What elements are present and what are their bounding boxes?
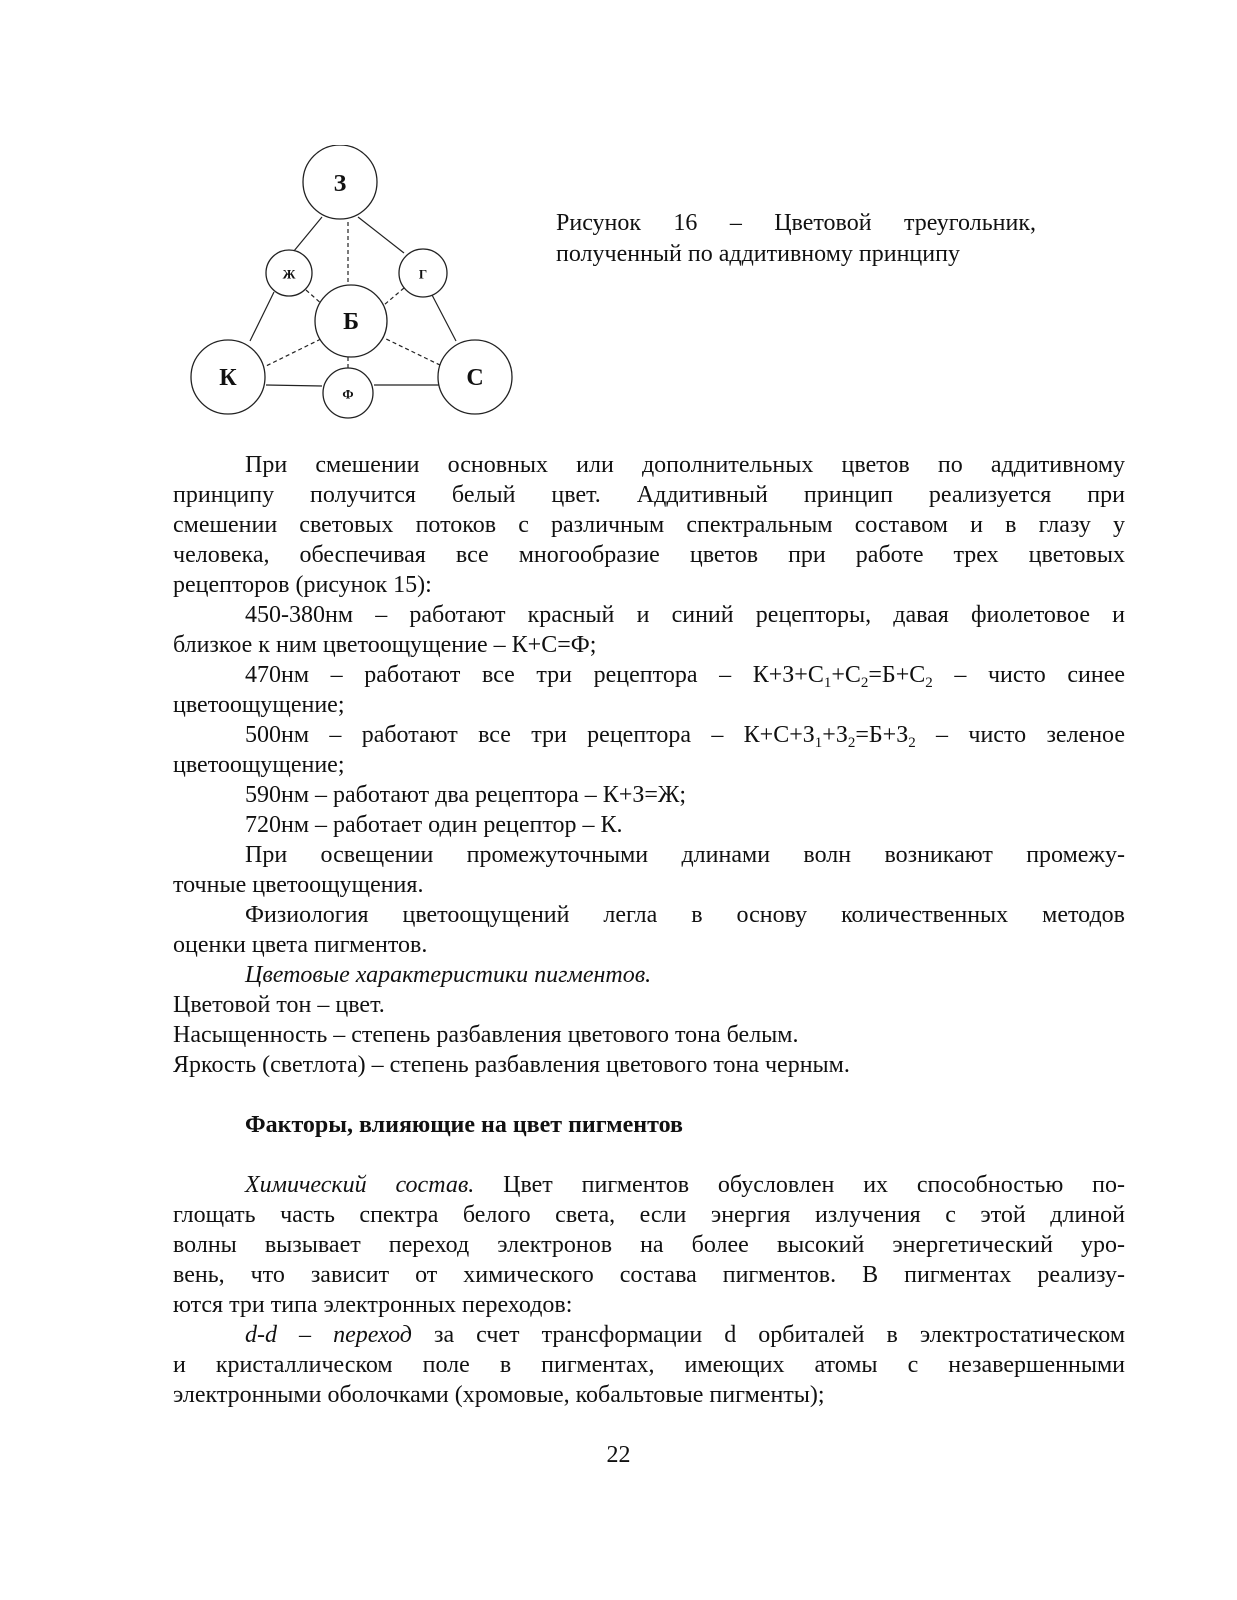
- text-line: d-d – переход за счет трансформации d орбиталей в электростатическом: [245, 1322, 1126, 1348]
- svg-text:К: К: [219, 365, 237, 391]
- text-line: и кристаллическом поле в пигментах, имеющих атомы с незавершенными: [173, 1352, 1125, 1378]
- text-line: 470нм – работают все три рецептора – $К+З+С_1+С_2=Б+С_2$ – чисто синее: [245, 662, 1125, 691]
- paragraph-additive: [173, 450, 1125, 600]
- subheading-color-characteristics: Цветовые характеристики пигментов.: [245, 962, 652, 988]
- figure-caption: [556, 208, 1036, 270]
- svg-text:З: З: [333, 171, 347, 197]
- text-line: рецепторов (рисунок 15):: [173, 572, 432, 598]
- node-right: [438, 340, 512, 414]
- node-top: [303, 145, 377, 219]
- paragraph-dd-transition: [173, 1320, 1125, 1410]
- node-upper-left: [266, 250, 312, 296]
- text-line: принципу получится белый цвет. Аддитивный принцип реализуется при: [173, 482, 1125, 508]
- text-line: ются три типа электронных переходов:: [173, 1292, 573, 1318]
- caption-line-2: полученный по аддитивному принципу: [556, 241, 960, 267]
- definition-saturation: Насыщенность – степень разбавления цветового тона белым.: [173, 1022, 799, 1048]
- paragraph-590nm: 590нм – работают два рецептора – К+З=Ж;: [245, 782, 687, 808]
- edge-k-f: [266, 385, 322, 386]
- node-bottom: [323, 368, 373, 418]
- edge-g-b: [384, 288, 404, 305]
- paragraph-470nm: [173, 660, 1125, 720]
- svg-text:Ж: Ж: [282, 266, 296, 282]
- text-line: человека, обеспечивая все многообразие цветов при работе трех цветовых: [173, 542, 1125, 568]
- svg-text:Г: Г: [418, 266, 428, 282]
- color-triangle-diagram: [186, 145, 518, 420]
- text-line: глощать часть спектра белого света, если энергия излучения с этой длиной: [173, 1202, 1125, 1228]
- text-line: При освещении промежуточными длинами волн возникают промежу-: [245, 842, 1125, 868]
- page-number: 22: [606, 1442, 631, 1468]
- paragraph-720nm: 720нм – работает один рецептор – К.: [245, 812, 623, 838]
- text-line: оценки цвета пигментов.: [173, 932, 428, 958]
- node-left: [191, 340, 265, 414]
- paragraph-physiology: [173, 900, 1125, 960]
- text-line: 500нм – работают все три рецептора – $К+С+З_1+З_2=Б+З_2$ – чисто зеленое: [245, 722, 1126, 751]
- text-line: волны вызывает переход электронов на более высокий энергетический уро-: [173, 1232, 1125, 1258]
- text-line: близкое к ним цветоощущение – К+С=Ф;: [173, 632, 597, 658]
- svg-text:С: С: [466, 365, 484, 391]
- edge-z-g: [358, 217, 404, 253]
- text-line: электронными оболочками (хромовые, кобальтовые пигменты);: [173, 1382, 825, 1408]
- text-line: 450-380нм – работают красный и синий рецепторы, давая фиолетовое и: [245, 602, 1125, 628]
- edge-g-s: [431, 293, 456, 341]
- section-heading: Факторы, влияющие на цвет пигментов: [245, 1112, 683, 1138]
- text-line: точные цветоощущения.: [173, 872, 424, 898]
- text-line: Физиология цветоощущений легла в основу количественных методов: [245, 902, 1125, 928]
- paragraph-chemical-composition: [173, 1170, 1125, 1320]
- paragraph-intermediate: [173, 840, 1125, 900]
- caption-line-1: Рисунок 16 – Цветовой треугольник,: [556, 210, 1036, 236]
- definition-brightness: Яркость (светлота) – степень разбавления цветового тона черным.: [173, 1052, 850, 1078]
- text-line: смешении световых потоков с различным спектральным составом и в глазу у: [173, 512, 1125, 538]
- svg-text:Б: Б: [343, 309, 359, 335]
- definition-hue: Цветовой тон – цвет.: [173, 992, 385, 1018]
- text-line: вень, что зависит от химического состава пигментов. В пигментах реализу-: [173, 1262, 1125, 1288]
- text-line: При смешении основных или дополнительных цветов по аддитивному: [245, 452, 1125, 478]
- color-triangle-figure: [186, 145, 518, 420]
- edge-b-k: [264, 336, 327, 367]
- edge-zh-k: [250, 292, 274, 341]
- text-line: цветоощущение;: [173, 692, 345, 718]
- body-text: [173, 450, 1125, 1410]
- node-center: [315, 285, 387, 357]
- text-line: Химический состав. Цвет пигментов обусловлен их способностью по-: [245, 1172, 1126, 1198]
- edge-b-s: [380, 336, 444, 367]
- paragraph-500nm: [173, 720, 1125, 780]
- node-upper-right: [399, 249, 447, 297]
- paragraph-450nm: [173, 600, 1125, 660]
- text-line: цветоощущение;: [173, 752, 345, 778]
- svg-text:Ф: Ф: [342, 386, 354, 402]
